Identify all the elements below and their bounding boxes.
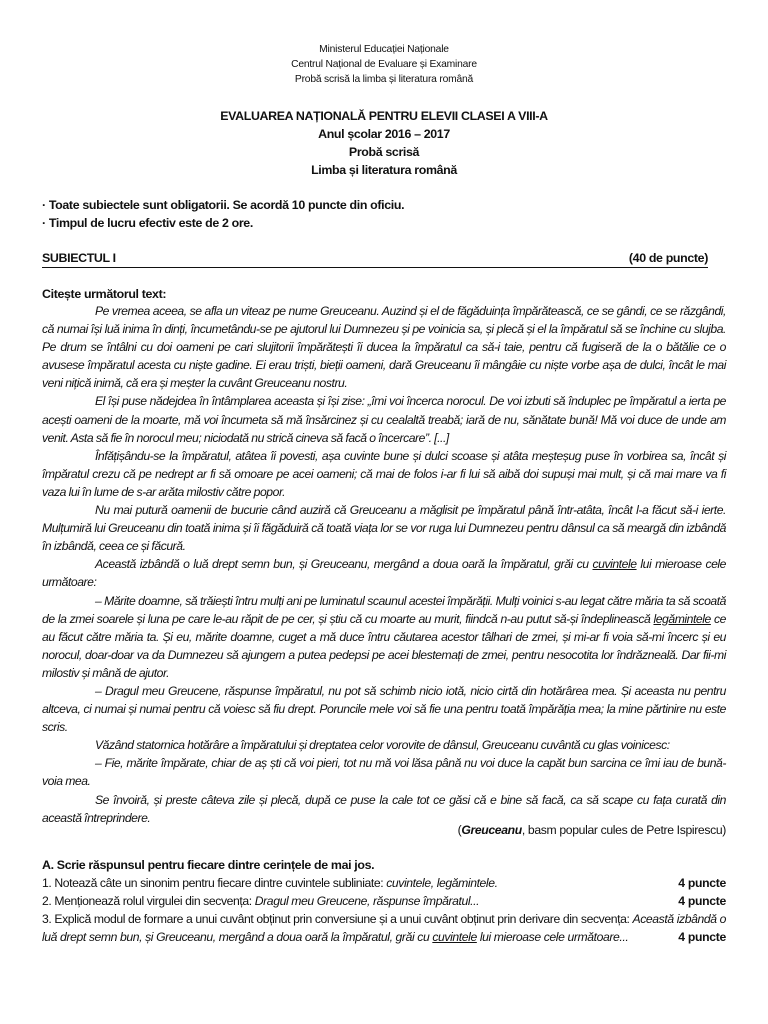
subject-label: SUBIECTUL I (42, 251, 116, 265)
passage-paragraph-8: Văzând statornica hotărâre a împăratului și dreptatea celor vorovite de dânsul, Greuceanu cuvântă cu glas voinicesc: (95, 738, 670, 753)
subject-points: (40 de puncte) (628, 251, 708, 265)
requirements-list (42, 874, 726, 946)
read-instruction: Citește următorul text: (42, 287, 167, 301)
school-year: Anul școlar 2016 – 2017 (318, 127, 450, 141)
underlined-word-cuvintele: cuvintele (592, 557, 637, 572)
p6-start: – Mărite doamne, să trăiești întru mulți ani pe luminatul scaunul acestei împărății. Mulți voinici s-au legat către măria ta să scoată de la zmei soarele și luna pe care le-au răpit de pe cer, și știu că cu moarte au murit, fiindcă n-au putut să-și îndeplinească (42, 593, 726, 626)
req3-sequence-end: lui mieroase cele următoare... (476, 930, 629, 944)
ministry-line: Ministerul Educației Naționale (319, 44, 449, 55)
req1-points: 4 puncte (678, 876, 726, 890)
passage-source (458, 821, 726, 839)
source-rest: , basm popular cules de Petre Ispirescu) (521, 823, 726, 837)
req2-sequence: Dragul meu Greucene, răspunse împăratul... (254, 894, 480, 908)
note-time: · Timpul de lucru efectiv este de 2 ore. (42, 216, 253, 230)
req3-sequence-start: Această izbândă o luă drept semn bun, și Greuceanu, mergând a doua oară la împăratul, grăi cu (42, 912, 726, 944)
exam-type-line: Probă scrisă la limba și literatura română (294, 74, 474, 85)
center-line: Centrul Național de Evaluare și Examinare (291, 59, 477, 70)
note-mandatory: · Toate subiectele sunt obligatorii. Se acordă 10 puncte din oficiu. (42, 198, 405, 212)
requirement-3 (42, 910, 726, 946)
passage-paragraph-10: Se învoiră, și preste câteva zile și plecă, după ce puse la cale tot ce găsi că e bine să facă, ca să scape cu fața curată din această întreprindere. (42, 792, 726, 825)
req1-words: cuvintele, legămintele. (386, 876, 498, 890)
passage-paragraph-4: Nu mai putură oamenii de bucurie când auziră că Greuceanu a măglisit pe împăratul până într-atâta, încât l-a făcut să-i ierte. Mulțumiră lui Greuceanu din toată inima și îi făgăduiră că toată viața lor se vor ruga lui Dumnezeu pentru dânsul ca să meargă din izbândă în izbândă, ceea ce și făcură. (42, 503, 726, 554)
section-a-heading: A. Scrie răspunsul pentru fiecare dintre cerințele de mai jos. (42, 858, 375, 872)
req2-text: 2. Menționează rolul virgulei din secvența: (42, 894, 255, 908)
passage-paragraph-5 (42, 555, 726, 591)
passage-text (42, 302, 726, 827)
passage-paragraph-3: Înfățișându-se la împăratul, atâtea îi povesti, așa cuvinte bune și dulci scoase și atâta meșteșug puse în vorbirea sa, încât și împăratul crezu că pe nedrept ar fi să omoare pe acei oameni; că mai de folos i-ar fi lui să aibă doi supuși mai mult, și că mai mare va fi vaza lui în lume de s-ar arăta milostiv către popor. (42, 448, 726, 499)
exam-kind: Probă scrisă (348, 145, 420, 159)
passage-paragraph-1: Pe vremea aceea, se afla un viteaz pe nume Greuceanu. Auzind și el de făgăduința împărătească, ce se gândi, ce se răzgândi, că numai își luă inima în dinți, încumetându-se pe ajutorul lui Dumnezeu și pe voinicia sa, și plecă și el la împăratul să se închine cu slujba. Pe drum se întâlni cu doi oameni pe cari slujitorii împărătești îi ducea la împăratul ca să-i taie, pentru că fugiseră de la o bătălie ce o avusese împăratul acesta cu niște gadine. Ei erau triști, bieții oameni, dară Greuceanu îi mângâie cu niște vorbe așa de dulci, încât le mai veni nițică inimă, că era și meșter la cuvânt Greuceanu nostru. (42, 304, 726, 391)
req3-points: 4 puncte (678, 930, 726, 944)
req1-text: 1. Notează câte un sinonim pentru fiecare dintre cuvintele subliniate: (42, 876, 387, 890)
passage-paragraph-7: – Dragul meu Greucene, răspunse împăratul, nu pot să schimb nicio iotă, nicio cirtă din hotărârea mea. Și aceasta nu pentru altceva, ci numai și numai pentru că voiesc să fiu drept. Poruncile mele voi să fie una pentru toată împărăția mea; la mine părtinire nu este scris. (42, 683, 726, 735)
p6-end: ce au făcut către măria ta. Și eu, mărite doamne, cuget a mă duce întru căutarea acestor tâlhari de zmei, și mi-ar fi voia să-mi încerc și eu norocul, doar-doar va da Dumnezeu să ajungem a putea pedepsi pe acei blestemați de zmei, pentru nesocotita lor îndrăzneală. Dar fii-mi milostiv și mână de ajutor. (42, 611, 727, 680)
passage-paragraph-2: El își puse nădejdea în întâmplarea aceasta și își zise: „îmi voi încerca norocul. De voi izbuti să înduplec pe împăratul a ierta pe acești oameni de la moarte, mă voi încumeta să mă însărcinez și cu cealaltă treabă; iară de nu, sănătate bună! Mă voi duce de unde am venit. Asta să fie în norocul meu; niciodată nu strică cineva să facă o încercare”. [...] (42, 394, 726, 445)
passage-paragraph-6 (42, 592, 726, 682)
exam-title: EVALUAREA NAȚIONALĂ PENTRU ELEVII CLASEI A VIII-A (220, 109, 548, 123)
exam-subject: Limba și literatura română (311, 163, 457, 177)
req3-text: 3. Explică modul de formare a unui cuvânt obținut prin conversiune și a unui cuvânt obținut prin derivare din secvența: (42, 912, 633, 926)
p5-end: lui mieroase cele următoare: (42, 557, 726, 590)
requirement-2 (42, 892, 726, 910)
passage-paragraph-9: – Fie, mărite împărate, chiar de aș ști că voi pieri, tot nu mă voi lăsa până nu voi duce la capăt bun sarcina ce îmi iau de bună-voia mea. (42, 756, 726, 789)
subject-header (42, 249, 708, 268)
p5-start: Această izbândă o luă drept semn bun, și Greuceanu, mergând a doua oară la împăratul, grăi cu (95, 557, 593, 572)
req2-points: 4 puncte (678, 894, 726, 908)
underlined-word-legamintele: legămintele (653, 611, 711, 626)
requirement-1 (42, 874, 726, 892)
source-open-paren: ( (457, 823, 462, 837)
source-title: Greuceanu (461, 823, 522, 837)
req3-underlined-word: cuvintele (432, 930, 477, 944)
